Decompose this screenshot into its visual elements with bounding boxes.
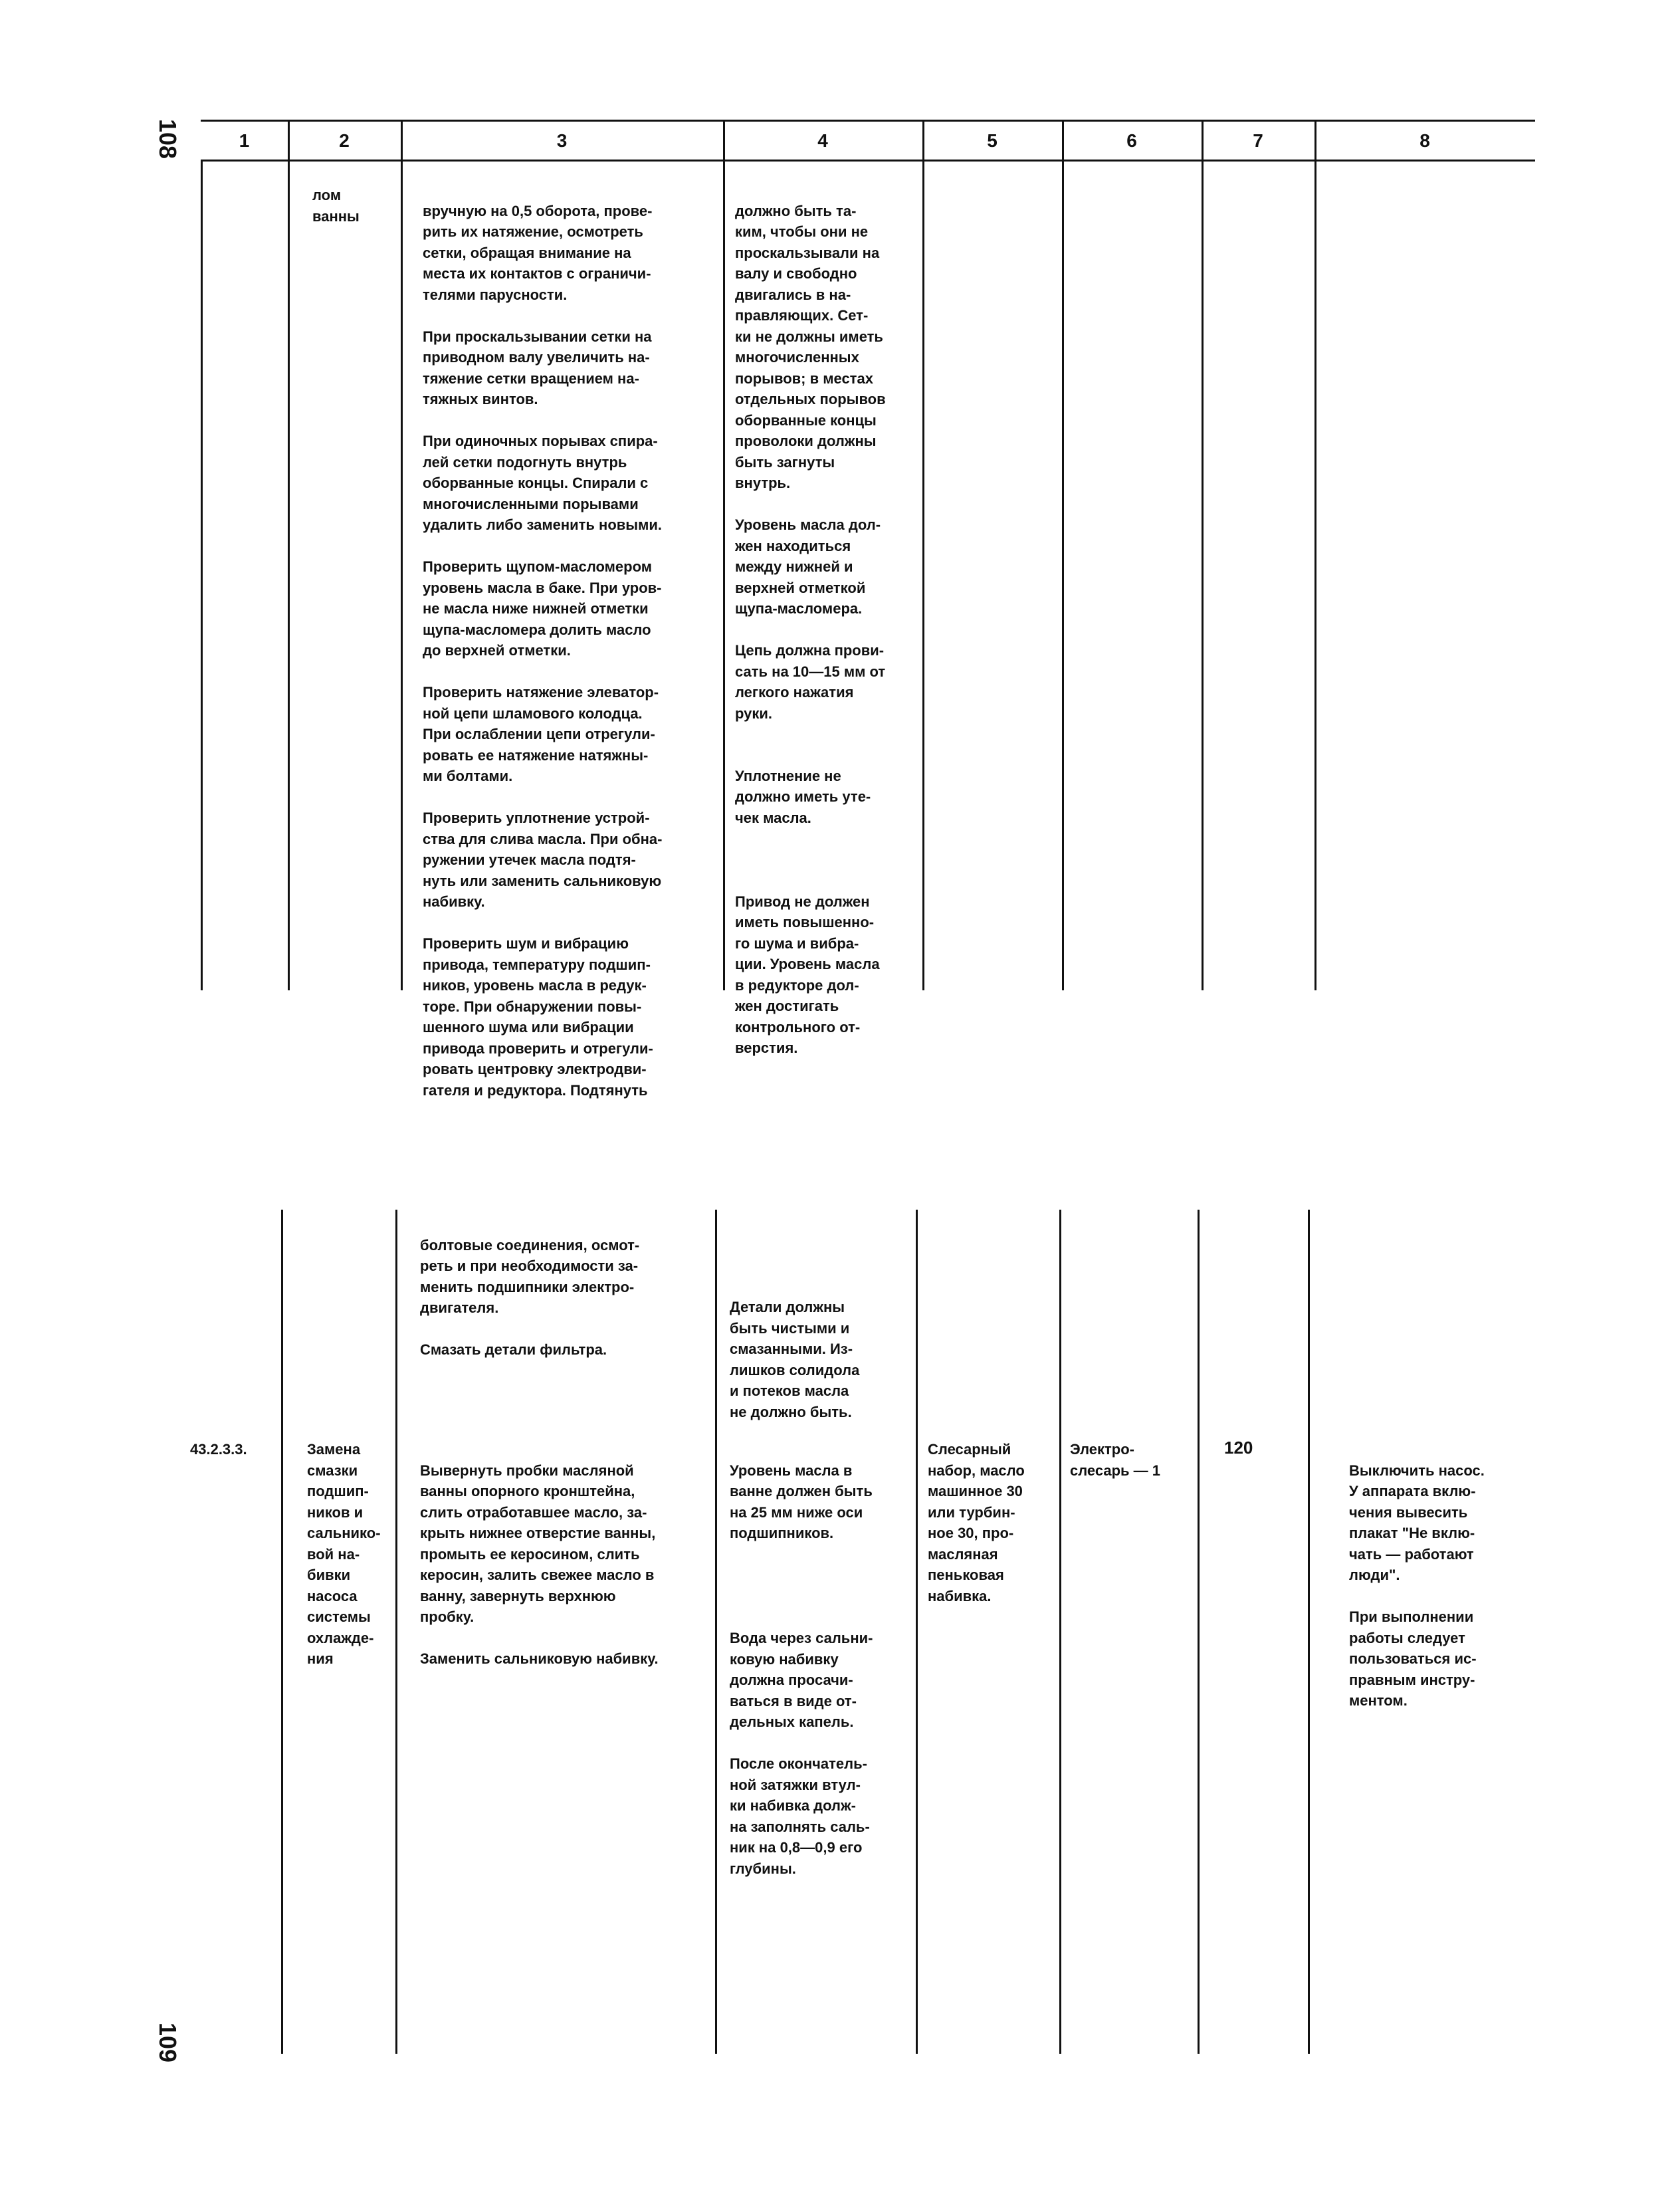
instruction-paragraph: Вывернуть пробки масляной ванны опорного кронштейна, слить отработавшее масло, за- крыть нижнее отверстие ванны, промыть ее керосином, слить керосин, залить свежее масло в ванну, завернуть верхнюю пробку.	[420, 1462, 656, 1625]
requirement-paragraph: Цепь должна прови- сать на 10—15 мм от легкого нажатия руки.	[735, 642, 886, 722]
row-time: 120	[1224, 1438, 1253, 1458]
note-paragraph: Выключить насос. У аппарата вклю- чения вывесить плакат "Не вклю- чать — работают люди".	[1349, 1462, 1485, 1583]
column-divider	[395, 1210, 397, 2054]
requirement-paragraph: Уровень масла в ванне должен быть на 25 мм ниже оси подшипников.	[730, 1462, 873, 1541]
column-divider	[1202, 160, 1204, 990]
note-paragraph: При выполнении работы следует пользоваться ис- правным инстру- ментом.	[1349, 1608, 1477, 1709]
column-header-1: 1	[239, 130, 250, 151]
column-divider	[281, 1210, 283, 2054]
row-staff: Электро- слесарь — 1	[1070, 1441, 1161, 1479]
column-divider	[1198, 1210, 1200, 2054]
column-divider	[1314, 160, 1316, 990]
column-header-4: 4	[817, 130, 828, 151]
requirement-paragraph: Вода через сальни- ковую набивку должна просачи- ваться в виде от- дельных капель.	[730, 1630, 873, 1730]
instruction-paragraph: вручную на 0,5 оборота, прове- рить их натяжение, осмотреть сетки, обращая внимание на места их контактов с ограничи- телями парусности.	[423, 202, 653, 303]
instruction-paragraph: Проверить уплотнение устрой- ства для слива масла. При обна- ружении утечек масла подтя- нуть или заменить сальниковую набивку.	[423, 810, 663, 910]
page-number-bottom: 109	[154, 2022, 182, 2063]
column-divider	[723, 160, 725, 990]
instruction-paragraph: Проверить натяжение элеватор- ной цепи шламового колодца. При ослаблении цепи отрегули- ровать ее натяжение натяжны- ми болтами.	[423, 684, 659, 784]
column-header-6: 6	[1126, 130, 1137, 151]
top-col2-text: лом ванны	[312, 187, 360, 225]
column-divider	[922, 160, 924, 990]
column-divider	[288, 160, 290, 990]
bottom-col3-continuation	[420, 1214, 712, 1381]
requirement-paragraph: После окончатель- ной затяжки втул- ки набивка долж- на заполнять саль- ник на 0,8—0,9 его глубины.	[730, 1755, 870, 1877]
instruction-paragraph: Заменить сальниковую набивку.	[420, 1650, 659, 1667]
instruction-paragraph: болтовые соединения, осмот- реть и при необходимости за- менить подшипники электро- двигателя.	[420, 1236, 640, 1316]
requirement-paragraph: Привод не должен иметь повышенно- го шума и вибра- ции. Уровень масла в редукторе дол- жен достигать контрольного от- верстия.	[735, 893, 880, 1056]
column-divider	[401, 160, 403, 990]
requirement-paragraph: должно быть та- ким, чтобы они не проскальзывали на валу и свободно двигались в на- правляющих. Сет- ки не должны иметь многочисленных порывов; в местах отдельных порывов оборванные концы проволоки должны быть загнуты внутрь.	[735, 202, 886, 491]
row-number: 43.2.3.3.	[190, 1441, 247, 1458]
column-divider	[715, 1210, 717, 2054]
requirement-paragraph: Уровень масла дол- жен находиться между нижней и верхней отметкой щупа-масломера.	[735, 516, 881, 617]
column-header-5: 5	[987, 130, 998, 151]
row-col3-text	[420, 1439, 712, 1690]
top-col4-text	[735, 179, 921, 1079]
requirement-paragraph: Уплотнение не должно иметь уте- чек масла.	[735, 767, 871, 826]
column-divider	[916, 1210, 918, 2054]
instruction-paragraph: Проверить щупом-масломером уровень масла в баке. При уров- не масла ниже нижней отметки щупа-масломера долить масло до верхней отметки.	[423, 558, 662, 659]
column-divider	[1059, 1210, 1061, 2054]
instruction-paragraph: При проскальзывании сетки на приводном валу увеличить на- тяжение сетки вращением на- тяжных винтов.	[423, 328, 652, 407]
column-divider	[1308, 1210, 1310, 2054]
row-tools: Слесарный набор, масло машинное 30 или турбин- ное 30, про- масляная пеньковая набивка.	[928, 1441, 1025, 1604]
instruction-paragraph: Проверить шум и вибрацию привода, температуру подшип- ников, уровень масла в редук- торе. При обнаружении повы- шенного шума или вибрации привода проверить и отрегули- ровать центровку электродви- гателя и редуктора. Подтянуть	[423, 935, 653, 1099]
instruction-paragraph: Смазать детали фильтра.	[420, 1341, 607, 1358]
column-header-8: 8	[1419, 130, 1430, 151]
bottom-col4-continuation: Детали должны быть чистыми и смазанными. Из- лишков солидола и потеков масла не должно быть.	[730, 1299, 860, 1420]
column-header-2: 2	[339, 130, 350, 151]
column-header-7: 7	[1253, 130, 1263, 151]
row-col4-text	[730, 1439, 913, 1900]
row-notes	[1349, 1439, 1522, 1732]
row-title: Замена смазки подшип- ников и сальнико- вой на- бивки насоса системы охлажде- ния	[307, 1441, 381, 1667]
instruction-paragraph: При одиночных порывах спира- лей сетки подогнуть внутрь оборванные концы. Спирали с многочисленными порывами удалить либо заменить новыми.	[423, 433, 663, 533]
column-divider	[201, 160, 203, 990]
column-divider	[1062, 160, 1064, 990]
top-col3-text	[423, 179, 718, 1122]
column-header-3: 3	[556, 130, 568, 151]
page-number-top: 108	[154, 118, 182, 160]
